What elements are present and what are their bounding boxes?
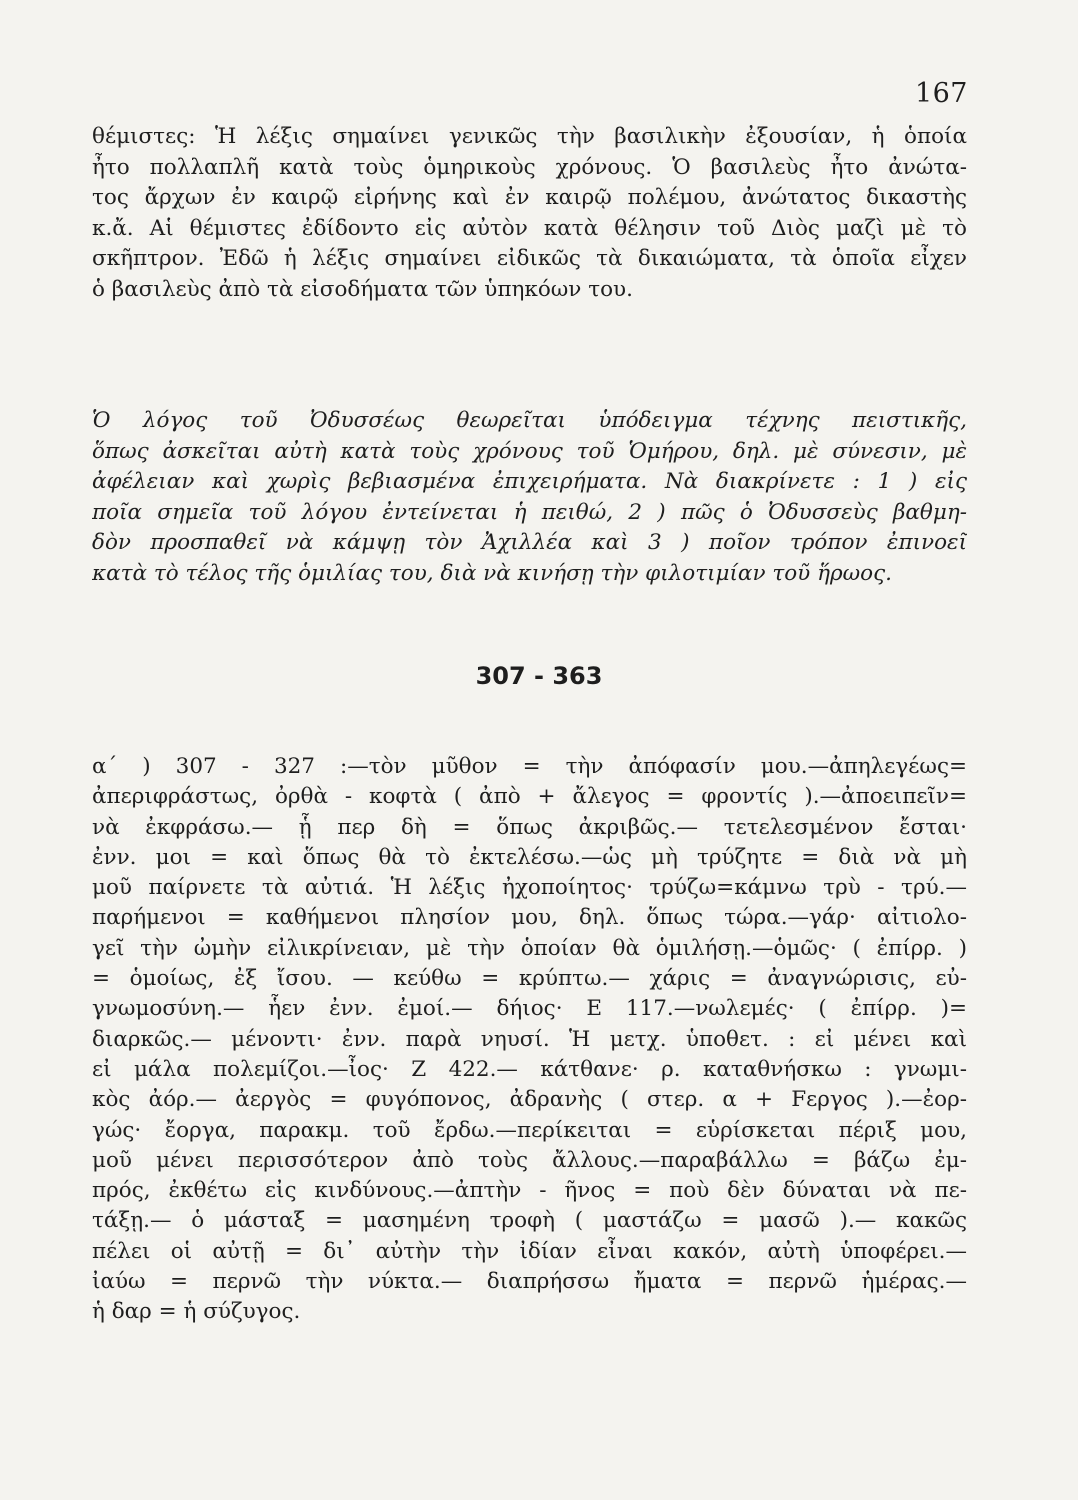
- section-heading: 307 - 363: [475, 662, 603, 690]
- text-line: δὸν προσπαθεῖ νὰ κάμψῃ τὸν Ἀχιλλέα καὶ 3 ) ποῖον τρόπον ἐπινοεῖ: [92, 530, 967, 555]
- paragraph-themistes: [92, 122, 967, 305]
- glossary-line: ἐνν. μοι = καὶ ὅπως θὰ τὸ ἐκτελέσω.—ὡς μὴ τρύζητε = διὰ νὰ μὴ: [92, 844, 967, 870]
- text-line: ὅπως ἀσκεῖται αὐτὴ κατὰ τοὺς χρόνους τοῦ Ὁμήρου, δηλ. μὲ σύνεσιν, μὲ: [92, 438, 967, 464]
- glossary-line: ἡ δαρ = ἡ σύζυγος.: [92, 1299, 301, 1325]
- glossary-line: μοῦ μένει περισσότερον ἀπὸ τοὺς ἄλλους.—παραβάλλω = βάζω ἐμ-: [92, 1147, 967, 1173]
- text-line: ἀφέλειαν καὶ χωρὶς βεβιασμένα ἐπιχειρήματα. Νὰ διακρίνετε : 1 ) εἰς: [92, 469, 967, 494]
- glossary-line: γώς· ἔοργα, παρακμ. τοῦ ἔρδω.—περίκειται = εὑρίσκεται πέριξ μου,: [92, 1117, 967, 1143]
- text-line: κ.ἄ. Αἱ θέμιστες ἐδίδοντο εἰς αὐτὸν κατὰ θέλησιν τοῦ Διὸς μαζὶ μὲ τὸ: [92, 215, 967, 241]
- text-line: ὁ βασιλεὺς ἀπὸ τὰ εἰσοδήματα τῶν ὑπηκόων του.: [92, 276, 633, 302]
- page-number: 167: [914, 78, 968, 109]
- glossary-line: = ὁμοίως, ἐξ ἴσου. — κεύθω = κρύπτω.— χάρις = ἀναγνώρισις, εὐ-: [92, 966, 967, 992]
- paragraph-odysseus-speech: [92, 406, 967, 589]
- glossary-line: γεῖ τὴν ὠμὴν εἰλικρίνειαν, μὲ τὴν ὁποίαν θὰ ὁμιλήσῃ.—ὁμῶς· ( ἐπίρρ. ): [92, 935, 967, 961]
- text-line: θέμιστες: Ἡ λέξις σημαίνει γενικῶς τὴν βασιλικὴν ἐξουσίαν, ἡ ὁποία: [92, 124, 967, 149]
- glossary-line: πρός, ἐκθέτω εἰς κινδύνους.—ἀπτὴν - ῆνος = ποὺ δὲν δύναται νὰ πε-: [92, 1178, 967, 1204]
- text-line: σκῆπτρον. Ἐδῶ ἡ λέξις σημαίνει εἰδικῶς τὰ δικαιώματα, τὰ ὁποῖα εἶχεν: [92, 246, 967, 271]
- glossary-line: πέλει οἱ αὐτῇ = δι᾽ αὐτὴν τὴν ἰδίαν εἶναι κακόν, αὐτὴ ὑποφέρει.—: [92, 1238, 967, 1264]
- text-line: κατὰ τὸ τέλος τῆς ὁμιλίας του, διὰ νὰ κινήσῃ τὴν φιλοτιμίαν τοῦ ἥρωος.: [92, 560, 892, 586]
- glossary-line: εἰ μάλα πολεμίζοι.—ἶος· Ζ 422.— κάτθανε· ρ. καταθνήσκω : γνωμι-: [92, 1056, 967, 1082]
- text-line: τος ἄρχων ἐν καιρῷ εἰρήνης καὶ ἐν καιρῷ πολέμου, ἀνώτατος δικαστὴς: [92, 185, 967, 210]
- glossary-line: α΄ ) 307 - 327 :—τὸν μῦθον = τὴν ἀπόφασίν μου.—ἀπηλεγέως=: [92, 754, 967, 779]
- glossary-line: ἀπεριφράστως, ὀρθὰ - κοφτὰ ( ἀπὸ + ἄλεγος = φροντίς ).—ἀποειπεῖν=: [92, 784, 967, 810]
- glossary-line: γνωμοσύνη.— ἧεν ἐνν. ἐμοί.— δήιος· Ε 117.—νωλεμές· ( ἐπίρρ. )=: [92, 996, 967, 1022]
- glossary-line: τάξῃ.— ὁ μάσταξ = μασημένη τροφὴ ( μαστάζω = μασῶ ).— κακῶς: [92, 1208, 967, 1234]
- glossary-line: ἰαύω = περνῶ τὴν νύκτα.— διαπρήσσω ἤματα = περνῶ ἡμέρας.—: [92, 1269, 967, 1295]
- text-line: ἦτο πολλαπλῆ κατὰ τοὺς ὁμηρικοὺς χρόνους. Ὁ βασιλεὺς ἦτο ἀνώτα-: [92, 154, 967, 180]
- glossary-line: κὸς ἀόρ.— ἀεργὸς = φυγόπονος, ἀδρανὴς ( στερ. α + Fεργος ).—ἐορ-: [92, 1087, 967, 1113]
- text-line: ποῖα σημεῖα τοῦ λόγου ἐντείνεται ἡ πειθώ, 2 ) πῶς ὁ Ὀδυσσεὺς βαθμη-: [92, 499, 967, 525]
- glossary-line: νὰ ἐκφράσω.— ᾗ περ δὴ = ὅπως ἀκριβῶς.— τετελεσμένον ἔσται·: [92, 814, 967, 840]
- glossary-line: διαρκῶς.— μένοντι· ἐνν. παρὰ νηυσί. Ἡ μετχ. ὑποθετ. : εἰ μένει καὶ: [92, 1026, 967, 1052]
- glossary-line: παρήμενοι = καθήμενοι πλησίον μου, δηλ. ὅπως τώρα.—γάρ· αἰτιολο-: [92, 905, 967, 931]
- glossary-line: μοῦ παίρνετε τὰ αὐτιά. Ἡ λέξις ἠχοποίητος· τρύζω=κάμνω τρὺ - τρύ.—: [92, 875, 967, 901]
- text-line: Ὁ λόγος τοῦ Ὀδυσσέως θεωρεῖται ὑπόδειγμα τέχνης πειστικῆς,: [92, 408, 967, 433]
- glossary-307-327: [92, 752, 967, 1328]
